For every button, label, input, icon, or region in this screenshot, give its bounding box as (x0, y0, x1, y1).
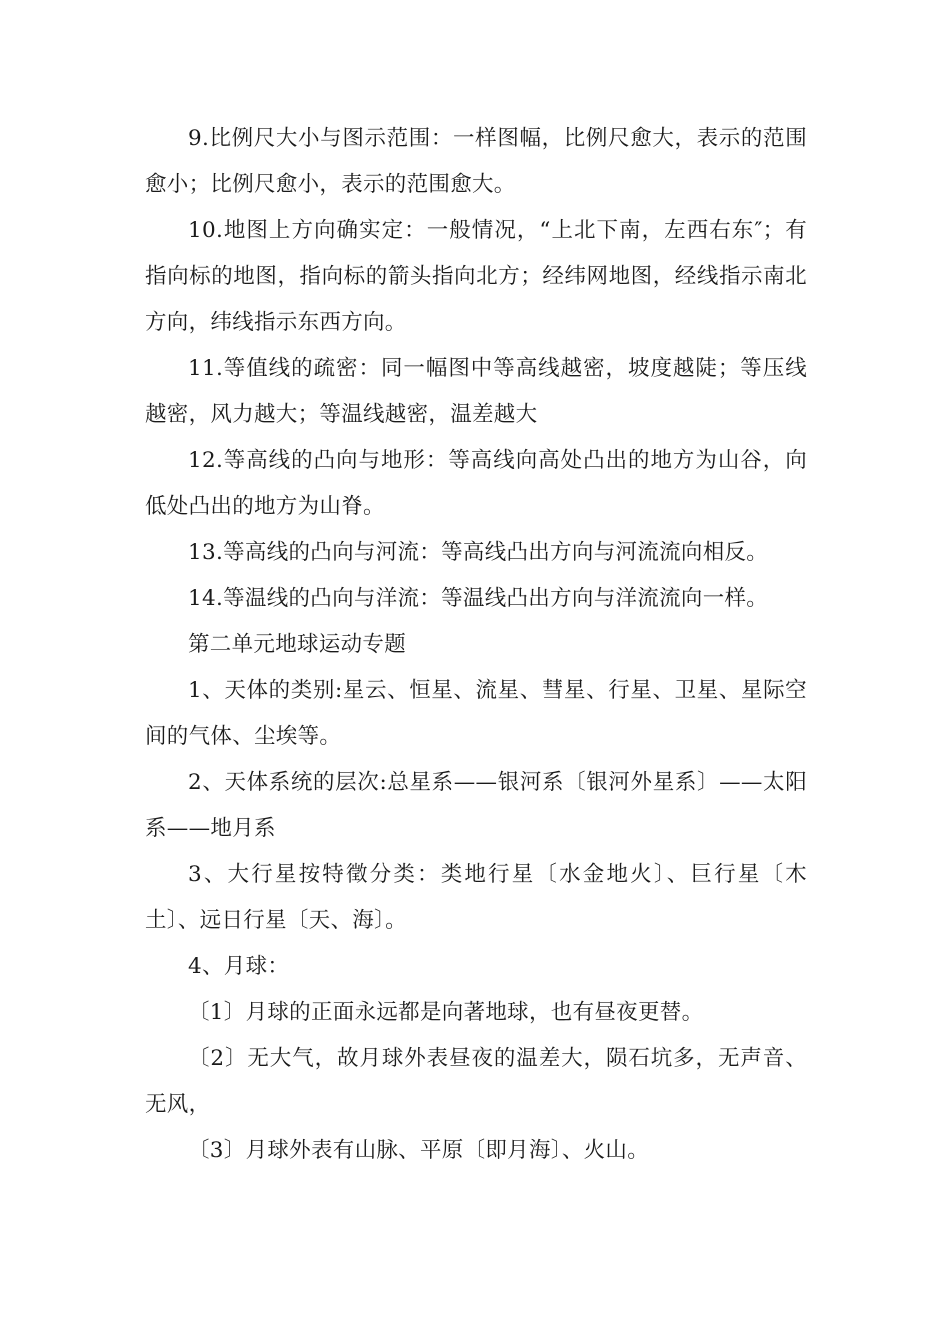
section-heading: 第二单元地球运动专题 (188, 632, 407, 657)
paragraph-item-11: 11.等值线的疏密：同一幅图中等高线越密，坡度越陡；等压线越密，风力越大；等温线越密，温差越大 (145, 356, 807, 427)
document-body (145, 116, 807, 1174)
paragraph-item-14: 14.等温线的凸向与洋流：等温线凸出方向与洋流流向一样。 (188, 586, 769, 611)
paragraph-item-12: 12.等高线的凸向与地形：等高线向高处凸出的地方为山谷，向低处凸出的地方为山脊。 (145, 448, 807, 519)
sub-item-2: 〔2〕无大气，故月球外表昼夜的温差大，陨石坑多，无声音、无风， (145, 1046, 807, 1117)
sub-item-1: 〔1〕月球的正面永远都是向著地球，也有昼夜更替。 (188, 1000, 704, 1025)
paragraph-item-9: 9.比例尺大小与图示范围：一样图幅，比例尺愈大，表示的范围愈小；比例尺愈小，表示的范围愈大。 (145, 126, 807, 197)
paragraph-item-13: 13.等高线的凸向与河流：等高线凸出方向与河流流向相反。 (188, 540, 769, 565)
sub-item-3: 〔3〕月球外表有山脉、平原〔即月海〕、火山。 (188, 1138, 650, 1163)
paragraph-item-3: 3、大行星按特徵分类：类地行星〔水金地火〕、巨行星〔木土〕、远日行星〔天、海〕。 (145, 862, 807, 933)
paragraph-item-1: 1、天体的类别:星云、恒星、流星、彗星、行星、卫星、星际空间的气体、尘埃等。 (145, 678, 807, 749)
paragraph-item-10: 10.地图上方向确实定：一般情况，“上北下南，左西右东″；有指向标的地图，指向标的箭头指向北方；经纬网地图，经线指示南北方向，纬线指示东西方向。 (145, 218, 807, 335)
paragraph-item-4: 4、月球： (188, 954, 290, 979)
paragraph-item-2: 2、天体系统的层次:总星系——银河系〔银河外星系〕——太阳系——地月系 (145, 770, 807, 841)
